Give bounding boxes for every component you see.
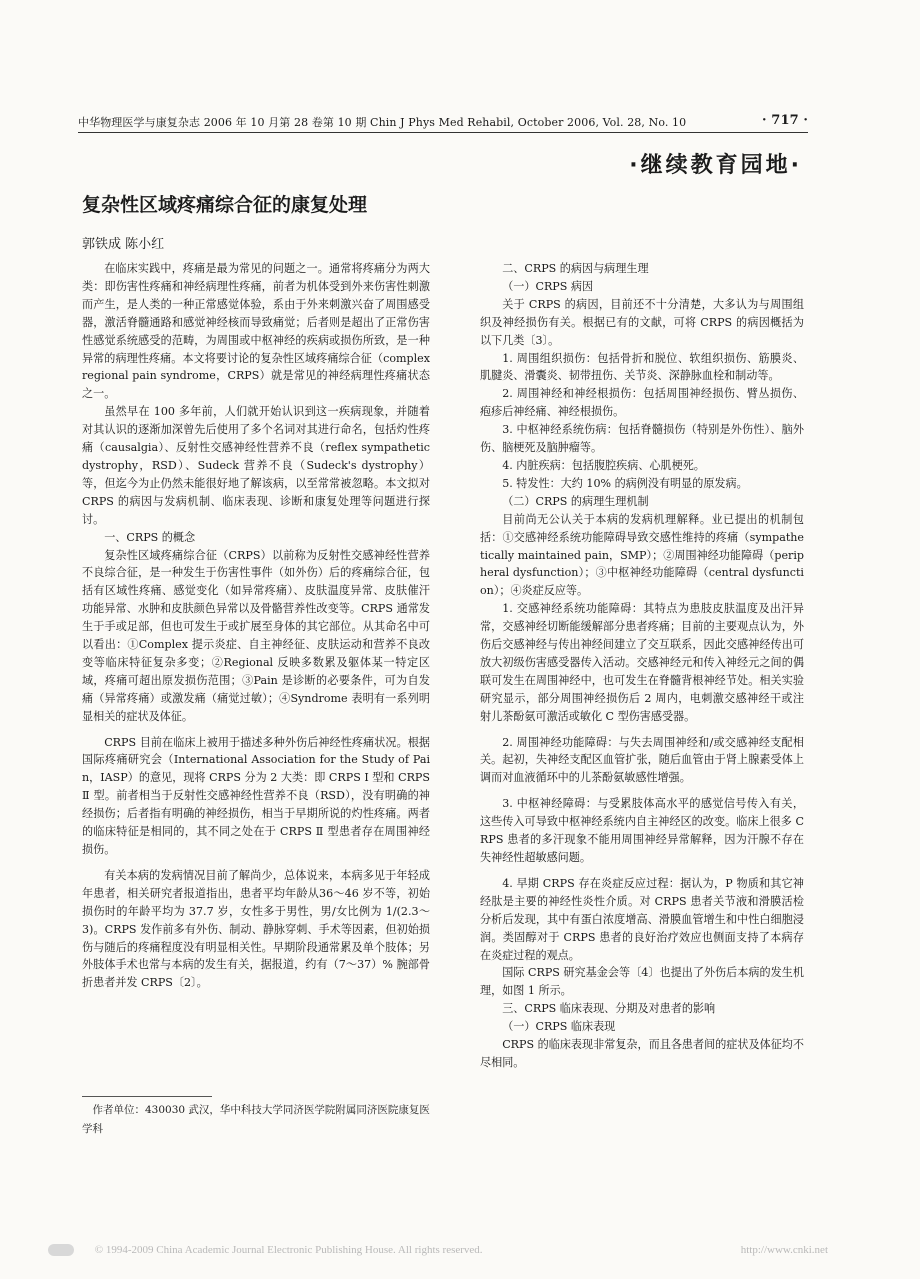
paragraph: CRPS 的临床表现非常复杂，而且各患者间的症状及体征均不尽相同。	[480, 1038, 804, 1069]
paragraph: 国际 CRPS 研究基金会等〔4〕也提出了外伤后本病的发生机理，如图 1 所示。	[480, 966, 804, 998]
author-affiliation-footnote: 作者单位：430030 武汉，华中科技大学同济医学院附属同济医院康复医学科	[82, 1104, 430, 1135]
paragraph: 有关本病的发病情况目前了解尚少，总体说来，本病多见于年轻成年患者，相关研究者报道指出，患者平均年龄从36～46 岁不等，初始损伤时的年龄平均为 37.7 岁，女性多于男性，男/女比例为 1/(2.3～3)。CRPS 发作前多有外伤、制动、静脉穿刺、手术等因素，但初始损伤与随后的疼痛程度没有明显相关性。早期阶段通常累及单个肢体；另外肢体手术也常与本病的发生有关，据报道，约有（7～37）% 腕部骨折患者并发 CRPS〔2〕。	[82, 868, 430, 990]
journal-citation: 中华物理医学与康复杂志 2006 年 10 月第 28 卷第 10 期 Chin J Phys Med Rehabil, October 2006, Vol. 28, No. 10	[78, 116, 687, 129]
paragraph-gap	[480, 867, 804, 875]
left-column	[82, 260, 430, 992]
section-banner: ·继续教育园地·	[629, 153, 802, 178]
right-column	[480, 260, 804, 1072]
header-rule	[78, 132, 808, 133]
article-authors: 郭铁成 陈小红	[82, 237, 165, 252]
paragraph: 复杂性区域疼痛综合征（CRPS）以前称为反射性交感神经性营养不良综合征，是一种发生于伤害性事件（如外伤）后的疼痛综合征，包括有区域性疼痛、感觉变化（如异常疼痛）、皮肤温度异常、皮肤催汗功能异常、水肿和皮肤颜色异常以及骨骼营养性改变等。CRPS 通常发生于手或足部，但也可发生于或扩展至身体的其它部位。从其命名中可以看出：①Complex 提示炎症、自主神经征、皮肤运动和营养不良改变等临床特征复杂多变；②Regional 反映多数累及躯体某一特定区域，疼痛可超出原发损伤范围；③Pain 是诊断的必要条件，可为自发痛（异常疼痛）或激发痛（痛觉过敏）；④Syndrome 表明有一系列明显相关的症状及体征。	[82, 548, 430, 723]
section-heading: 二、CRPS 的病因与病理生理	[502, 262, 649, 275]
subsection-heading: （一）CRPS 临床表现	[502, 1020, 616, 1034]
paragraph: 在临床实践中，疼痛是最为常见的问题之一。通常将疼痛分为两大类：即伤害性疼痛和神经病理性疼痛，前者为机体受到外来伤害性刺激而产生，是人类的一种正常感觉体验，系由于外来刺激兴奋了周围感受器，激活脊髓通路和感觉神经核而导致痛觉；后者则是超出了正常伤害性感觉系统感受的范畴，为周围或中枢神经的疾病或损伤所致，是一种异常的病理性疼痛。本文将要讨论的复杂性区域疼痛综合征（complex regional pain syndrome，CRPS）就是常见的神经病理性疼痛状态之一。	[82, 262, 430, 401]
paragraph-gap	[480, 726, 804, 734]
list-item: 2. 周围神经和神经根损伤：包括周围神经损伤、臂丛损伤、疱疹后神经痛、神经根损伤。	[480, 387, 804, 419]
list-item: 3. 中枢神经障碍：与受累肢体高水平的感觉信号传入有关，这些传入可导致中枢神经系统内自主神经区的改变。临床上很多 CRPS 患者的多汗现象不能用周围神经异常解释，因为汗腺不存在失神经性超敏感问题。	[480, 797, 804, 864]
copyright-notice: © 1994-2009 China Academic Journal Electronic Publishing House. All rights reserved.	[94, 1244, 483, 1256]
paragraph: 关于 CRPS 的病因，目前还不十分清楚，大多认为与周围组织及神经损伤有关。根据已有的文献，可将 CRPS 的病因概括为以下几类〔3〕。	[480, 297, 804, 347]
subsection-heading: （二）CRPS 的病理生理机制	[502, 494, 649, 508]
list-item: 4. 内脏疾病：包括腹腔疾病、心肌梗死。	[502, 458, 705, 472]
paragraph-gap	[82, 726, 430, 734]
paragraph: 目前尚无公认关于本病的发病机理解释。业已提出的机制包括：①交感神经系统功能障碍导致交感性维持的疼痛（sympathetically maintained pain，SMP）；②周围神经功能障碍（peripheral dysfunction）；③中枢神经功能障碍（central dysfunction）；④炎症反应等。	[480, 512, 804, 598]
list-item: 3. 中枢神经系统伤病：包括脊髓损伤（特别是外伤性）、脑外伤、脑梗死及脑肿瘤等。	[480, 423, 804, 455]
list-item: 2. 周围神经功能障碍：与失去周围神经和/或交感神经支配相关。起初，失神经支配区血管扩张，随后血管由于肾上腺素受体上调而对血液循环中的儿茶酚氨敏感性增强。	[480, 735, 804, 785]
list-item: 1. 交感神经系统功能障碍：其特点为患肢皮肤温度及出汗异常，交感神经切断能缓解部分患者疼痛；目前的主要观点认为，外伤后交感神经与传出神经间建立了交互联系，因此交感神经传出可放大初级伤害感受器传入活动。交感神经元和传入神经元之间的偶联可发生在周围神经中，也可发生在脊髓背根神经节处。相关实验研究显示，部分周围神经损伤后 2 周内，电刺激交感神经干或注射儿茶酚氨可激活或敏化 C 型伤害感受器。	[480, 602, 804, 723]
list-item: 1. 周围组织损伤：包括骨折和脱位、软组织损伤、筋膜炎、肌腱炎、滑囊炎、韧带扭伤、关节炎、深静脉血栓和制动等。	[480, 351, 804, 383]
list-item: 4. 早期 CRPS 存在炎症反应过程：据认为，P 物质和其它神经肽是主要的神经性炎性介质。对 CRPS 患者关节液和滑膜活检分析后发现，其中有蛋白浓度增高、滑膜血管增生和中性白细胞浸润。类固醇对于 CRPS 患者的良好治疗效应也侧面支持了本病存在炎症过程的观点。	[480, 876, 804, 962]
section-heading: 一、CRPS 的概念	[104, 530, 196, 544]
paragraph: 虽然早在 100 多年前，人们就开始认识到这一疾病现象，并随着对其认识的逐渐加深曾先后使用了多个名词对其进行命名，包括灼性疼痛（causalgia）、反射性交感神经性营养不良（reflex sympathetic dystrophy，RSD）、Sudeck 营养不良（Sudeck's dystrophy）等，但迄今为止仍然未能很好地了解该病，以至常常被忽略。本文拟对 CRPS 的病因与发病机制、临床表现、诊断和康复处理等问题进行探讨。	[82, 405, 430, 526]
page-number: · 717 ·	[762, 113, 808, 128]
paragraph-gap	[480, 787, 804, 795]
footer-url: http://www.cnki.net	[740, 1244, 828, 1256]
footnote-rule	[82, 1096, 212, 1097]
page-footer	[48, 1244, 828, 1256]
subsection-heading: （一）CRPS 病因	[502, 279, 594, 293]
section-heading: 三、CRPS 临床表现、分期及对患者的影响	[502, 1002, 716, 1016]
list-item: 5. 特发性：大约 10% 的病例没有明显的原发病。	[502, 476, 748, 490]
paragraph-gap	[82, 859, 430, 867]
article-title: 复杂性区域疼痛综合征的康复处理	[82, 194, 368, 216]
publisher-logo-icon	[48, 1244, 74, 1256]
paragraph: CRPS 目前在临床上被用于描述多种外伤后神经性疼痛状况。根据国际疼痛研究会（International Association for the Study of Pain，IASP）的意见，现将 CRPS 分为 2 大类：即 CRPS Ⅰ 型和 CRPS Ⅱ 型。前者相当于反射性交感神经性营养不良（RSD），没有明确的神经损伤；后者指有明确的神经损伤，相当于早期所说的灼性疼痛。两者的临床特征是相同的，其不同之处在于 CRPS Ⅱ 型患者存在周围神经损伤。	[82, 735, 430, 856]
